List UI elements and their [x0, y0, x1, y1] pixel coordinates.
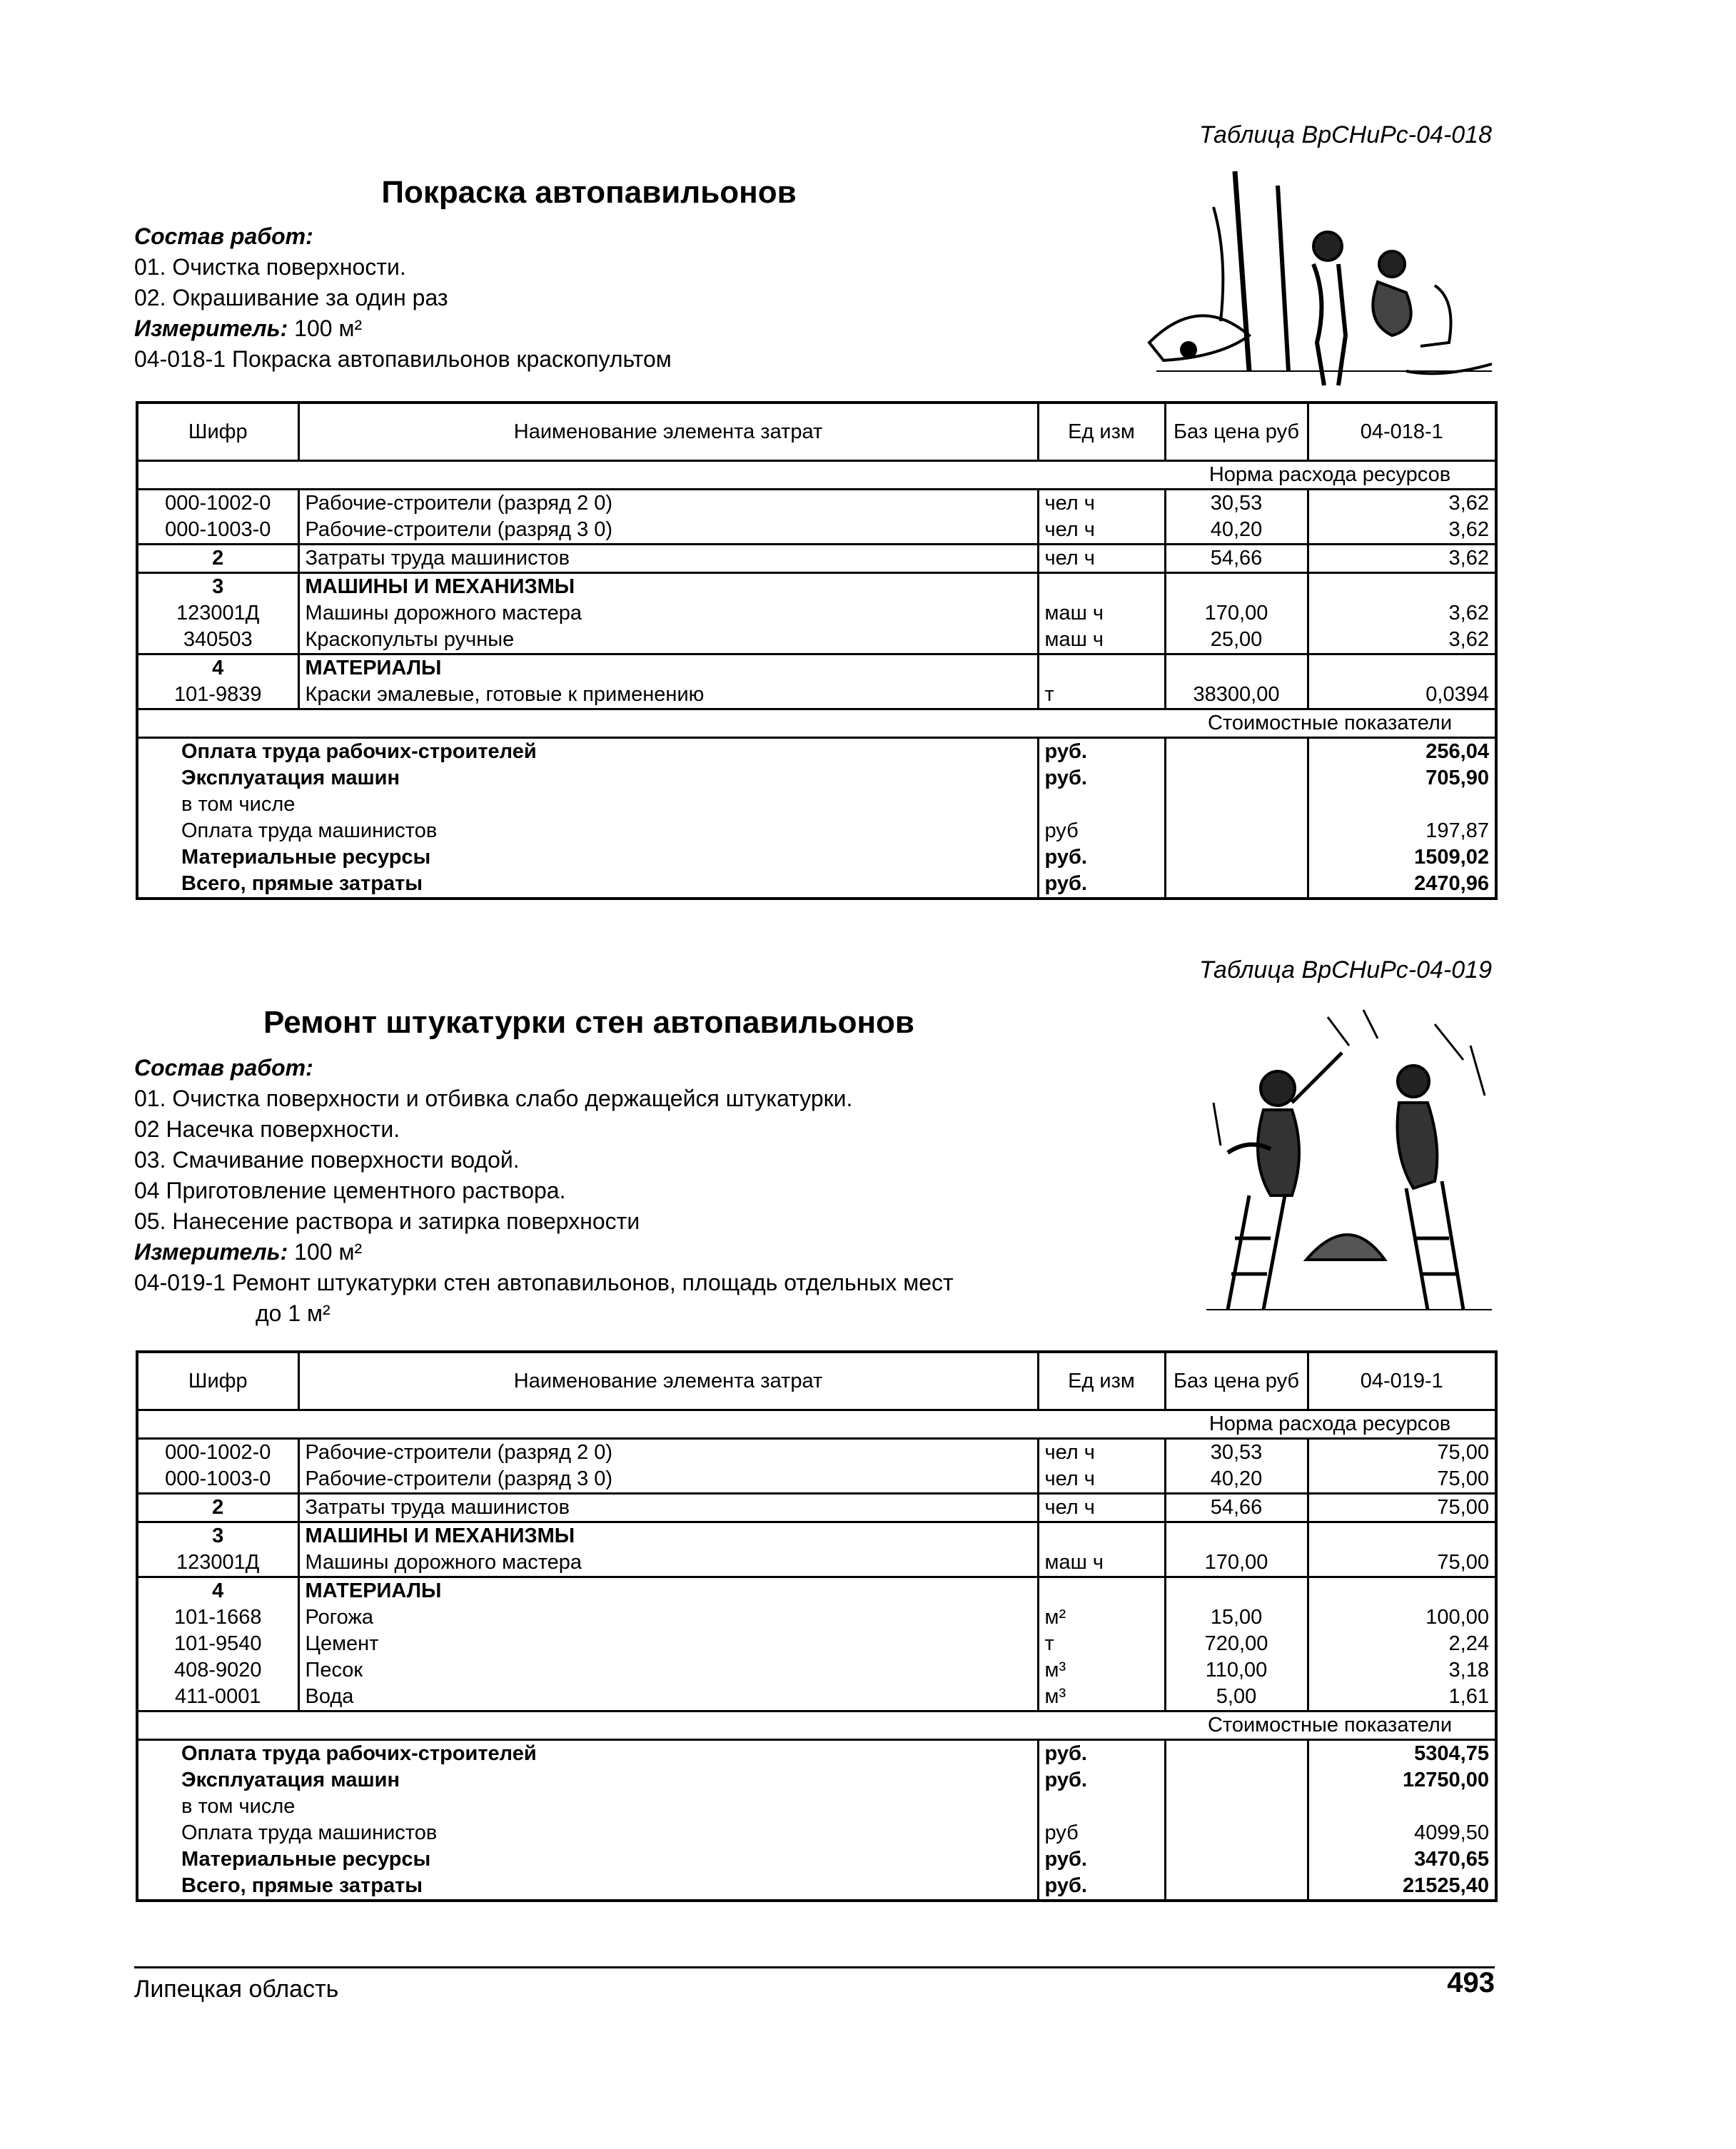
work-step: 04 Приготовление цементного раствора.	[134, 1178, 566, 1203]
cost-label: Стоимостные показатели	[1165, 709, 1496, 738]
table-row: 000-1003-0 Рабочие-строители (разряд 3 0) чел ч 40,20 75,00	[137, 1466, 1496, 1494]
cost-table-04-018	[136, 401, 1498, 900]
cost-label: Стоимостные показатели	[1165, 1711, 1496, 1740]
work-step: 05. Нанесение раствора и затирка поверхности	[134, 1208, 640, 1234]
header-code: Шифр	[137, 403, 298, 461]
composition-label: Состав работ:	[134, 223, 313, 249]
table-row: 408-9020 Песок м³ 110,00 3,18	[137, 1657, 1496, 1684]
work-step: 03. Смачивание поверхности водой.	[134, 1147, 520, 1173]
header-price: Баз цена руб	[1165, 403, 1308, 461]
header-unit: Ед изм	[1038, 1352, 1165, 1410]
table-row: 000-1002-0 Рабочие-строители (разряд 2 0) чел ч 30,53 3,62	[137, 490, 1496, 517]
summary-row: Оплата труда машинистов руб 197,87	[137, 818, 1496, 844]
norm-label: Норма расхода ресурсов	[1165, 461, 1496, 490]
table-label: Таблица ВрСНиРс-04-019	[1198, 956, 1492, 984]
summary-row: Эксплуатация машин руб. 705,90	[137, 765, 1496, 792]
header-item-code: 04-018-1	[1308, 403, 1496, 461]
table-row: 101-9540 Цемент т 720,00 2,24	[137, 1631, 1496, 1657]
table-row: 2 Затраты труда машинистов чел ч 54,66 3,62	[137, 545, 1496, 573]
table-row: 3 МАШИНЫ И МЕХАНИЗМЫ	[137, 1522, 1496, 1550]
footer-divider	[134, 1966, 1495, 1968]
norm-label: Норма расхода ресурсов	[1165, 1410, 1496, 1439]
meter-label: Измеритель:	[134, 315, 288, 341]
meter-value: 100 м²	[294, 315, 363, 341]
meter-label: Измеритель:	[134, 1239, 288, 1265]
summary-row: Оплата труда машинистов руб 4099,50	[137, 1820, 1496, 1846]
work-description	[134, 1053, 1134, 1329]
summary-row: Материальные ресурсы руб. 3470,65	[137, 1846, 1496, 1873]
table-row: 340503 Краскопульты ручные маш ч 25,00 3,62	[137, 627, 1496, 654]
table-row: 2 Затраты труда машинистов чел ч 54,66 75,00	[137, 1494, 1496, 1522]
header-code: Шифр	[137, 1352, 298, 1410]
painters-illustration	[1135, 157, 1499, 393]
item-line: 04-019-1 Ремонт штукатурки стен автопавильонов, площадь отдельных мест	[134, 1270, 954, 1295]
section-title: Ремонт штукатурки стен автопавильонов	[263, 1005, 914, 1040]
work-step: 01. Очистка поверхности и отбивка слабо держащейся штукатурки.	[134, 1086, 853, 1111]
footer-region: Липецкая область	[134, 1976, 339, 2003]
work-step: 01. Очистка поверхности.	[134, 254, 406, 280]
table-row: 000-1003-0 Рабочие-строители (разряд 3 0) чел ч 40,20 3,62	[137, 517, 1496, 545]
item-line: 04-018-1 Покраска автопавильонов краскопультом	[134, 346, 672, 372]
header-name: Наименование элемента затрат	[298, 403, 1038, 461]
header-item-code: 04-019-1	[1308, 1352, 1496, 1410]
summary-row: Всего, прямые затраты руб. 2470,96	[137, 871, 1496, 899]
header-unit: Ед изм	[1038, 403, 1165, 461]
table-row: 4 МАТЕРИАЛЫ	[137, 1577, 1496, 1605]
item-line-continuation: до 1 м²	[256, 1300, 330, 1326]
summary-row: в том числе	[137, 1794, 1496, 1820]
summary-row: Оплата труда рабочих-строителей руб. 5304,75	[137, 1740, 1496, 1768]
meter-line	[134, 1237, 1134, 1268]
meter-line	[134, 313, 1134, 344]
table-row: 101-9839 Краски эмалевые, готовые к применению т 38300,00 0,0394	[137, 682, 1496, 709]
table-row: 000-1002-0 Рабочие-строители (разряд 2 0) чел ч 30,53 75,00	[137, 1439, 1496, 1467]
header-price: Баз цена руб	[1165, 1352, 1308, 1410]
cost-table-04-019	[136, 1350, 1498, 1902]
work-step: 02. Окрашивание за один раз	[134, 285, 448, 310]
work-step: 02 Насечка поверхности.	[134, 1116, 400, 1142]
page-number: 493	[1447, 1967, 1495, 1998]
section-title: Покраска автопавильонов	[381, 175, 797, 210]
header-name: Наименование элемента затрат	[298, 1352, 1038, 1410]
composition-label: Состав работ:	[134, 1055, 313, 1081]
table-label: Таблица ВрСНиРс-04-018	[1198, 121, 1492, 148]
summary-row: в том числе	[137, 792, 1496, 818]
table-row: 123001Д Машины дорожного мастера маш ч 170,00 3,62	[137, 600, 1496, 627]
summary-row: Всего, прямые затраты руб. 21525,40	[137, 1873, 1496, 1901]
meter-value: 100 м²	[294, 1239, 363, 1265]
table-row: 4 МАТЕРИАЛЫ	[137, 654, 1496, 682]
summary-row: Материальные ресурсы руб. 1509,02	[137, 844, 1496, 871]
table-row: 123001Д Машины дорожного мастера маш ч 170,00 75,00	[137, 1549, 1496, 1577]
plasterers-illustration	[1199, 1003, 1499, 1317]
table-row: 411-0001 Вода м³ 5,00 1,61	[137, 1684, 1496, 1711]
table-row: 101-1668 Рогожа м² 15,00 100,00	[137, 1604, 1496, 1631]
work-description	[134, 221, 1134, 375]
summary-row: Оплата труда рабочих-строителей руб. 256,04	[137, 738, 1496, 766]
table-row: 3 МАШИНЫ И МЕХАНИЗМЫ	[137, 573, 1496, 601]
summary-row: Эксплуатация машин руб. 12750,00	[137, 1767, 1496, 1794]
